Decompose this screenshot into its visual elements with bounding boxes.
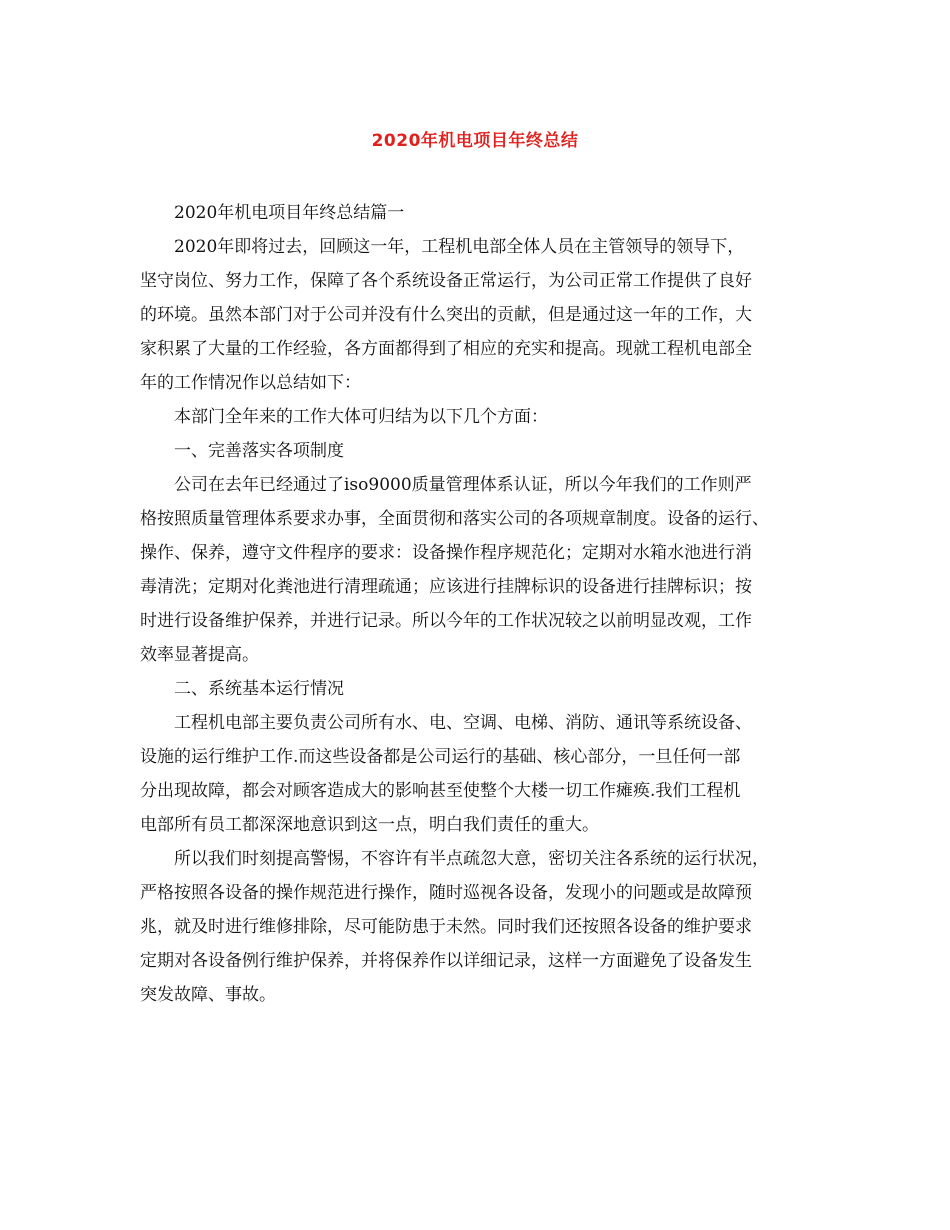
paragraph-line: 家积累了大量的工作经验，各方面都得到了相应的充实和提高。现就工程机电部全 [140, 339, 752, 359]
paragraph-line: 毒清洗；定期对化粪池进行清理疏通；应该进行挂牌标识的设备进行挂牌标识；按 [140, 577, 752, 597]
paragraph-line: 突发故障、事故。 [140, 985, 276, 1005]
paragraph-line: 时进行设备维护保养，并进行记录。所以今年的工作状况较之以前明显改观，工作 [140, 611, 752, 631]
paragraph-line: 操作、保养，遵守文件程序的要求：设备操作程序规范化；定期对水箱水池进行消 [140, 543, 752, 563]
section-heading: 二、系统基本运行情况 [174, 679, 344, 699]
section-heading: 一、完善落实各项制度 [174, 441, 344, 461]
paragraph-line: 电部所有员工都深深地意识到这一点，明白我们责任的重大。 [140, 815, 599, 835]
paragraph-line: 年的工作情况作以总结如下： [140, 373, 361, 393]
document-body [140, 196, 840, 1012]
paragraph-line: 严格按照各设备的操作规范进行操作，随时巡视各设备，发现小的问题或是故障预 [140, 883, 752, 903]
paragraph-line: 坚守岗位、努力工作，保障了各个系统设备正常运行，为公司正常工作提供了良好 [140, 271, 752, 291]
paragraph-line: 2020年即将过去，回顾这一年，工程机电部全体人员在主管领导的领导下， [174, 237, 745, 257]
paragraph-line: 分出现故障，都会对顾客造成大的影响甚至使整个大楼一切工作瘫痪.我们工程机 [140, 781, 741, 801]
paragraph-line: 工程机电部主要负责公司所有水、电、空调、电梯、消防、通讯等系统设备、 [174, 713, 752, 733]
paragraph-line: 所以我们时刻提高警惕，不容许有半点疏忽大意，密切关注各系统的运行状况， [174, 849, 769, 869]
paragraph-line: 的环境。虽然本部门对于公司并没有什么突出的贡献，但是通过这一年的工作，大 [140, 305, 752, 325]
paragraph-line: 格按照质量管理体系要求办事，全面贯彻和落实公司的各项规章制度。设备的运行、 [140, 509, 769, 529]
document-title: 2020年机电项目年终总结 [371, 131, 579, 151]
paragraph-line: 兆，就及时进行维修排除，尽可能防患于未然。同时我们还按照各设备的维护要求 [140, 917, 752, 937]
paragraph-line: 定期对各设备例行维护保养，并将保养作以详细记录，这样一方面避免了设备发生 [140, 951, 752, 971]
paragraph-line: 设施的运行维护工作.而这些设备都是公司运行的基础、核心部分，一旦任何一部 [140, 747, 741, 767]
section-heading: 2020年机电项目年终总结篇一 [174, 203, 405, 223]
paragraph-line: 本部门全年来的工作大体可归结为以下几个方面： [174, 407, 548, 427]
paragraph-line: 公司在去年已经通过了iso9000质量管理体系认证，所以今年我们的工作则严 [174, 475, 752, 495]
paragraph-line: 效率显著提高。 [140, 645, 259, 665]
